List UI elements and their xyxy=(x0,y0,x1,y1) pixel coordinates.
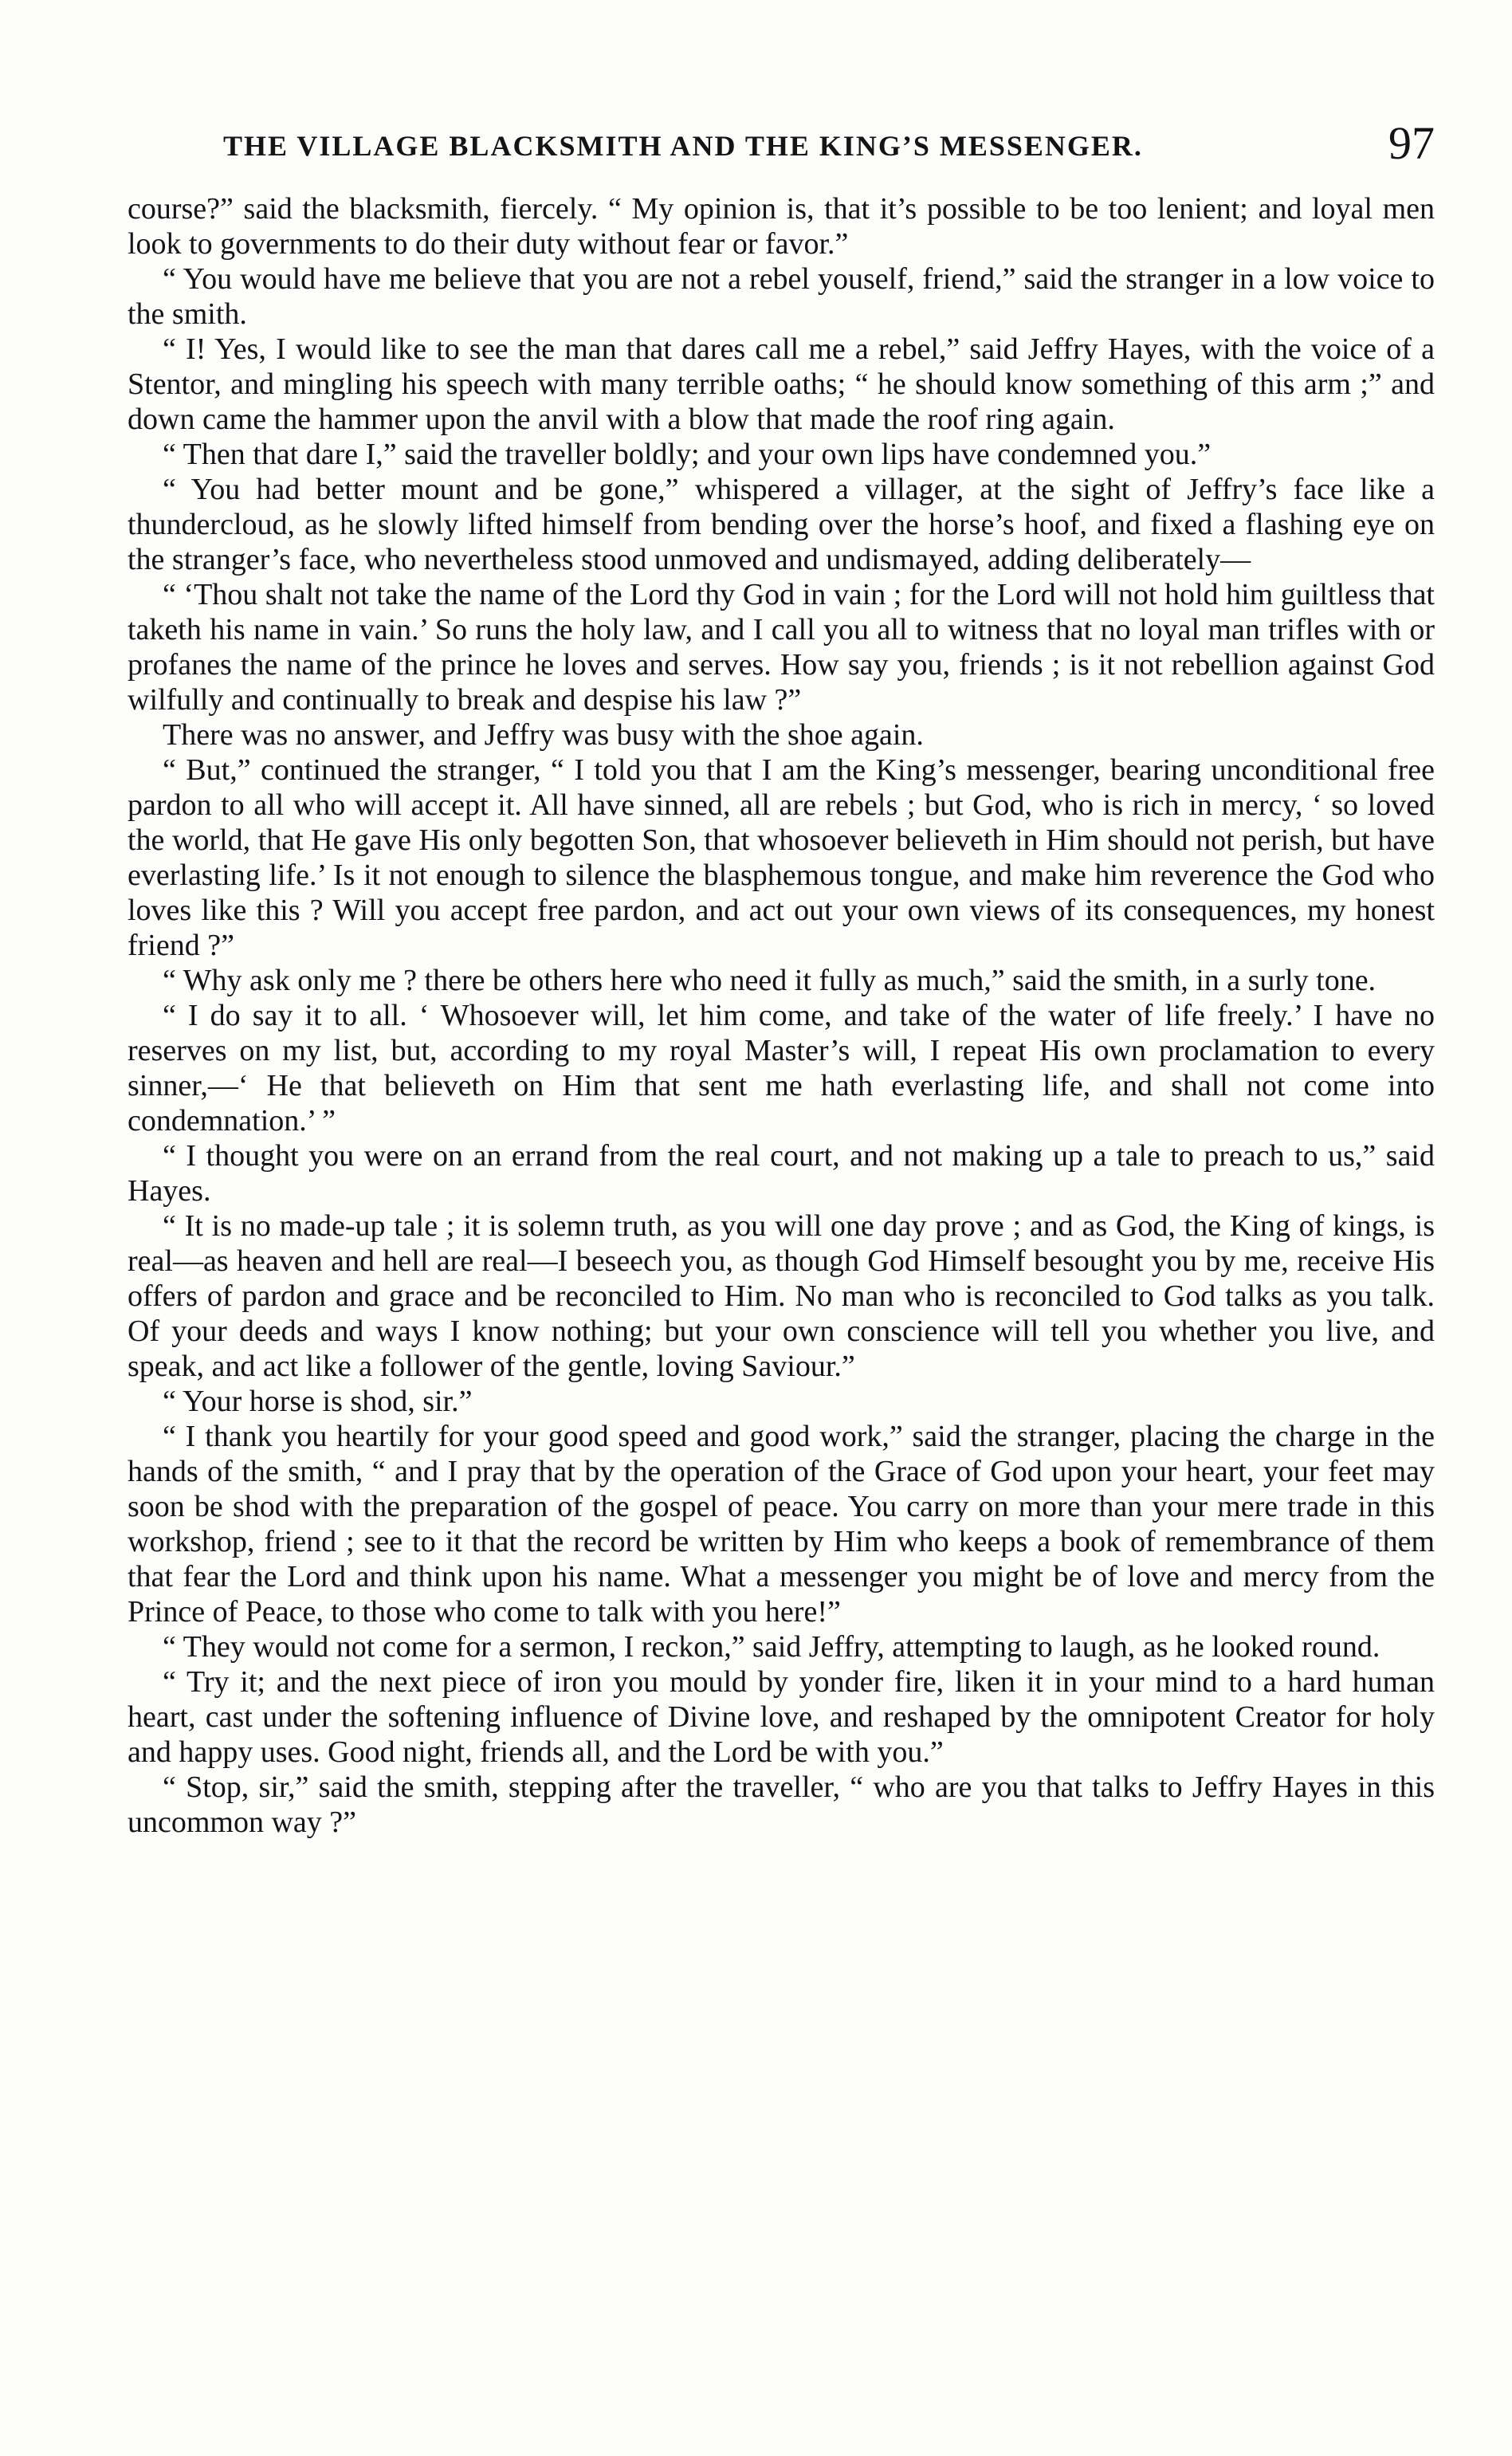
paragraph: “ Why ask only me ? there be others here who need it fully as much,” said the smith, in a surly tone. xyxy=(163,964,1377,997)
page-header xyxy=(128,117,1435,175)
paragraph: “ Try it; and the next piece of iron you mould by yonder fire, liken it in your mind to a hard human heart, cast under the softening influence of Divine love, and reshaped by the omnipotent Creator for holy and happy uses. Good night, friends all, and the Lord be with you.” xyxy=(128,1665,1435,1769)
paragraph: “ Your horse is shod, sir.” xyxy=(163,1385,473,1418)
paragraph: “ I do say it to all. ‘ Whosoever will, let him come, and take of the water of life freely.’ I have no reserves on my list, but, according to my royal Master’s will, I repeat His own proclamation to every sinner,—‘ He that believeth on Him that sent me hath everlasting life, and shall not come into condemnation.’ ” xyxy=(128,999,1435,1138)
paragraph: “ ‘Thou shalt not take the name of the Lord thy God in vain ; for the Lord will not hold him guiltless that taketh his name in vain.’ So runs the holy law, and I call you all to witness that no loyal man trifles with or profanes the name of the prince he loves and serves. How say you, friends ; is it not rebellion against God wilfully and continually to break and despise his law ?” xyxy=(128,578,1435,717)
paragraph: “ They would not come for a sermon, I reckon,” said Jeffry, attempting to laugh, as he looked round. xyxy=(163,1630,1380,1664)
paragraph: “ Then that dare I,” said the traveller boldly; and your own lips have condemned you.” xyxy=(163,438,1212,471)
paragraph: course?” said the blacksmith, fiercely. “ My opinion is, that it’s possible to be too lenient; and loyal men look to governments to do their duty without fear or favor.” xyxy=(128,192,1435,261)
paragraph: “ I thought you were on an errand from the real court, and not making up a tale to preach to us,” said Hayes. xyxy=(128,1139,1435,1208)
running-title: THE VILLAGE BLACKSMITH AND THE KING’S MESSENGER. xyxy=(223,130,1143,162)
paragraph: “ Stop, sir,” said the smith, stepping after the traveller, “ who are you that talks to Jeffry Hayes in this uncommon way ?” xyxy=(128,1770,1435,1839)
paragraph: “ But,” continued the stranger, “ I told you that I am the King’s messenger, bearing unconditional free pardon to all who will accept it. All have sinned, all are rebels ; but God, who is rich in mercy, ‘ so loved the world, that He gave His only begotten Son, that whosoever believeth in Him should not perish, but have everlasting life.’ Is it not enough to silence the blasphemous tongue, and make him reverence the God who loves like this ? Will you accept free pardon, and act out your own views of its consequences, my honest friend ?” xyxy=(128,753,1435,962)
paragraph: “ You had better mount and be gone,” whispered a villager, at the sight of Jeffry’s face like a thundercloud, as he slowly lifted himself from bending over the horse’s hoof, and fixed a flashing eye on the stranger’s face, who nevertheless stood unmoved and undismayed, adding deliberately— xyxy=(128,473,1435,576)
paragraph: There was no answer, and Jeffry was busy with the shoe again. xyxy=(163,718,924,752)
paragraph: “ It is no made-up tale ; it is solemn truth, as you will one day prove ; and as God, the King of kings, is real—as heaven and hell are real—I beseech you, as though God Himself besought you by me, receive His offers of pardon and grace and be reconciled to Him. No man who is reconciled to God talks as you talk. Of your deeds and ways I know nothing; but your own conscience will tell you whether you live, and speak, and act like a follower of the gentle, loving Saviour.” xyxy=(128,1209,1435,1383)
paragraph: “ I! Yes, I would like to see the man that dares call me a rebel,” said Jeffry Hayes, with the voice of a Stentor, and mingling his speech with many terrible oaths; “ he should know something of this arm ;” and down came the hammer upon the anvil with a blow that made the roof ring again. xyxy=(128,332,1435,436)
paragraph: “ I thank you heartily for your good speed and good work,” said the stranger, placing the charge in the hands of the smith, “ and I pray that by the operation of the Grace of God upon your heart, your feet may soon be shod with the preparation of the gospel of peace. You carry on more than your mere trade in this workshop, friend ; see to it that the record be written by Him who keeps a book of remembrance of them that fear the Lord and think upon his name. What a messenger you might be of love and mercy from the Prince of Peace, to those who come to talk with you here!” xyxy=(128,1420,1435,1629)
body-text xyxy=(128,191,1435,1840)
page-number: 97 xyxy=(1388,117,1435,169)
paragraph: “ You would have me believe that you are not a rebel youself, friend,” said the stranger in a low voice to the smith. xyxy=(128,262,1435,331)
